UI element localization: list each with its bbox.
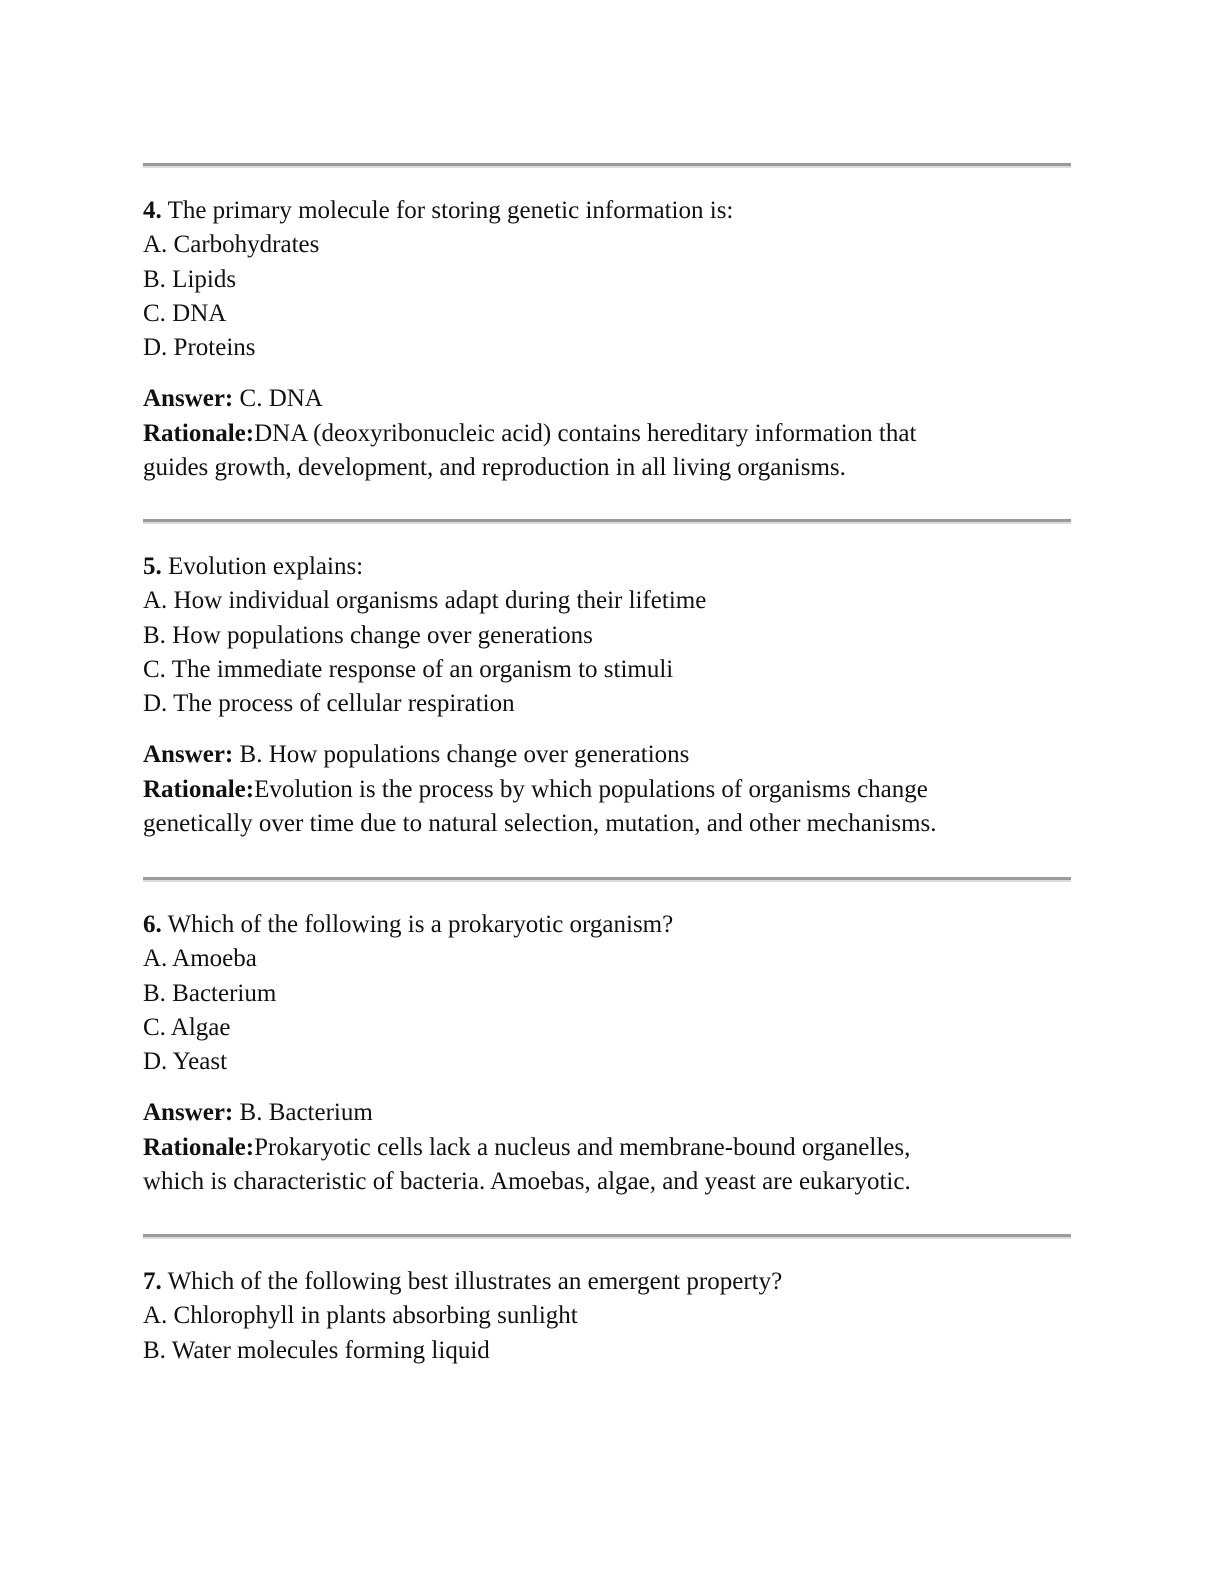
question-text: 4. The primary molecule for storing genetic information is:: [143, 197, 734, 224]
option: B. Water molecules forming liquid: [143, 1336, 490, 1364]
option: A. How individual organisms adapt during their lifetime: [143, 587, 707, 615]
option: C. DNA: [143, 299, 227, 327]
option: A. Amoeba: [143, 945, 257, 973]
rationale-cont: which is characteristic of bacteria. Amoebas, algae, and yeast are eukaryotic.: [143, 1168, 911, 1196]
option: C. The immediate response of an organism to stimuli: [143, 655, 674, 683]
option: C. Algae: [143, 1013, 231, 1041]
option: D. The process of cellular respiration: [143, 690, 515, 718]
question-5: [143, 519, 1071, 841]
rationale: Rationale:Prokaryotic cells lack a nucleus and membrane-bound organelles,: [143, 1133, 911, 1161]
question-text: 6. Which of the following is a prokaryotic organism?: [143, 911, 674, 938]
question-text: 5. Evolution explains:: [143, 553, 364, 580]
option: B. How populations change over generations: [143, 621, 593, 649]
rationale-cont: genetically over time due to natural selection, mutation, and other mechanisms.: [143, 810, 937, 838]
question-4: [143, 163, 1071, 485]
answer: Answer: B. How populations change over generations: [143, 741, 690, 769]
option: A. Chlorophyll in plants absorbing sunlight: [143, 1302, 578, 1330]
option: D. Yeast: [143, 1048, 228, 1076]
option: A. Carbohydrates: [143, 231, 320, 259]
question-6: [143, 877, 1071, 1199]
option: B. Lipids: [143, 265, 237, 293]
question-7: [143, 1234, 1071, 1368]
option: B. Bacterium: [143, 979, 277, 1007]
rationale: Rationale:Evolution is the process by which populations of organisms change: [143, 775, 928, 803]
rationale-cont: guides growth, development, and reproduction in all living organisms.: [143, 454, 846, 482]
answer: Answer: B. Bacterium: [143, 1099, 373, 1127]
rationale: Rationale:DNA (deoxyribonucleic acid) contains hereditary information that: [143, 419, 917, 447]
question-text: 7. Which of the following best illustrates an emergent property?: [143, 1268, 783, 1295]
answer: Answer: C. DNA: [143, 385, 323, 413]
option: D. Proteins: [143, 334, 256, 362]
